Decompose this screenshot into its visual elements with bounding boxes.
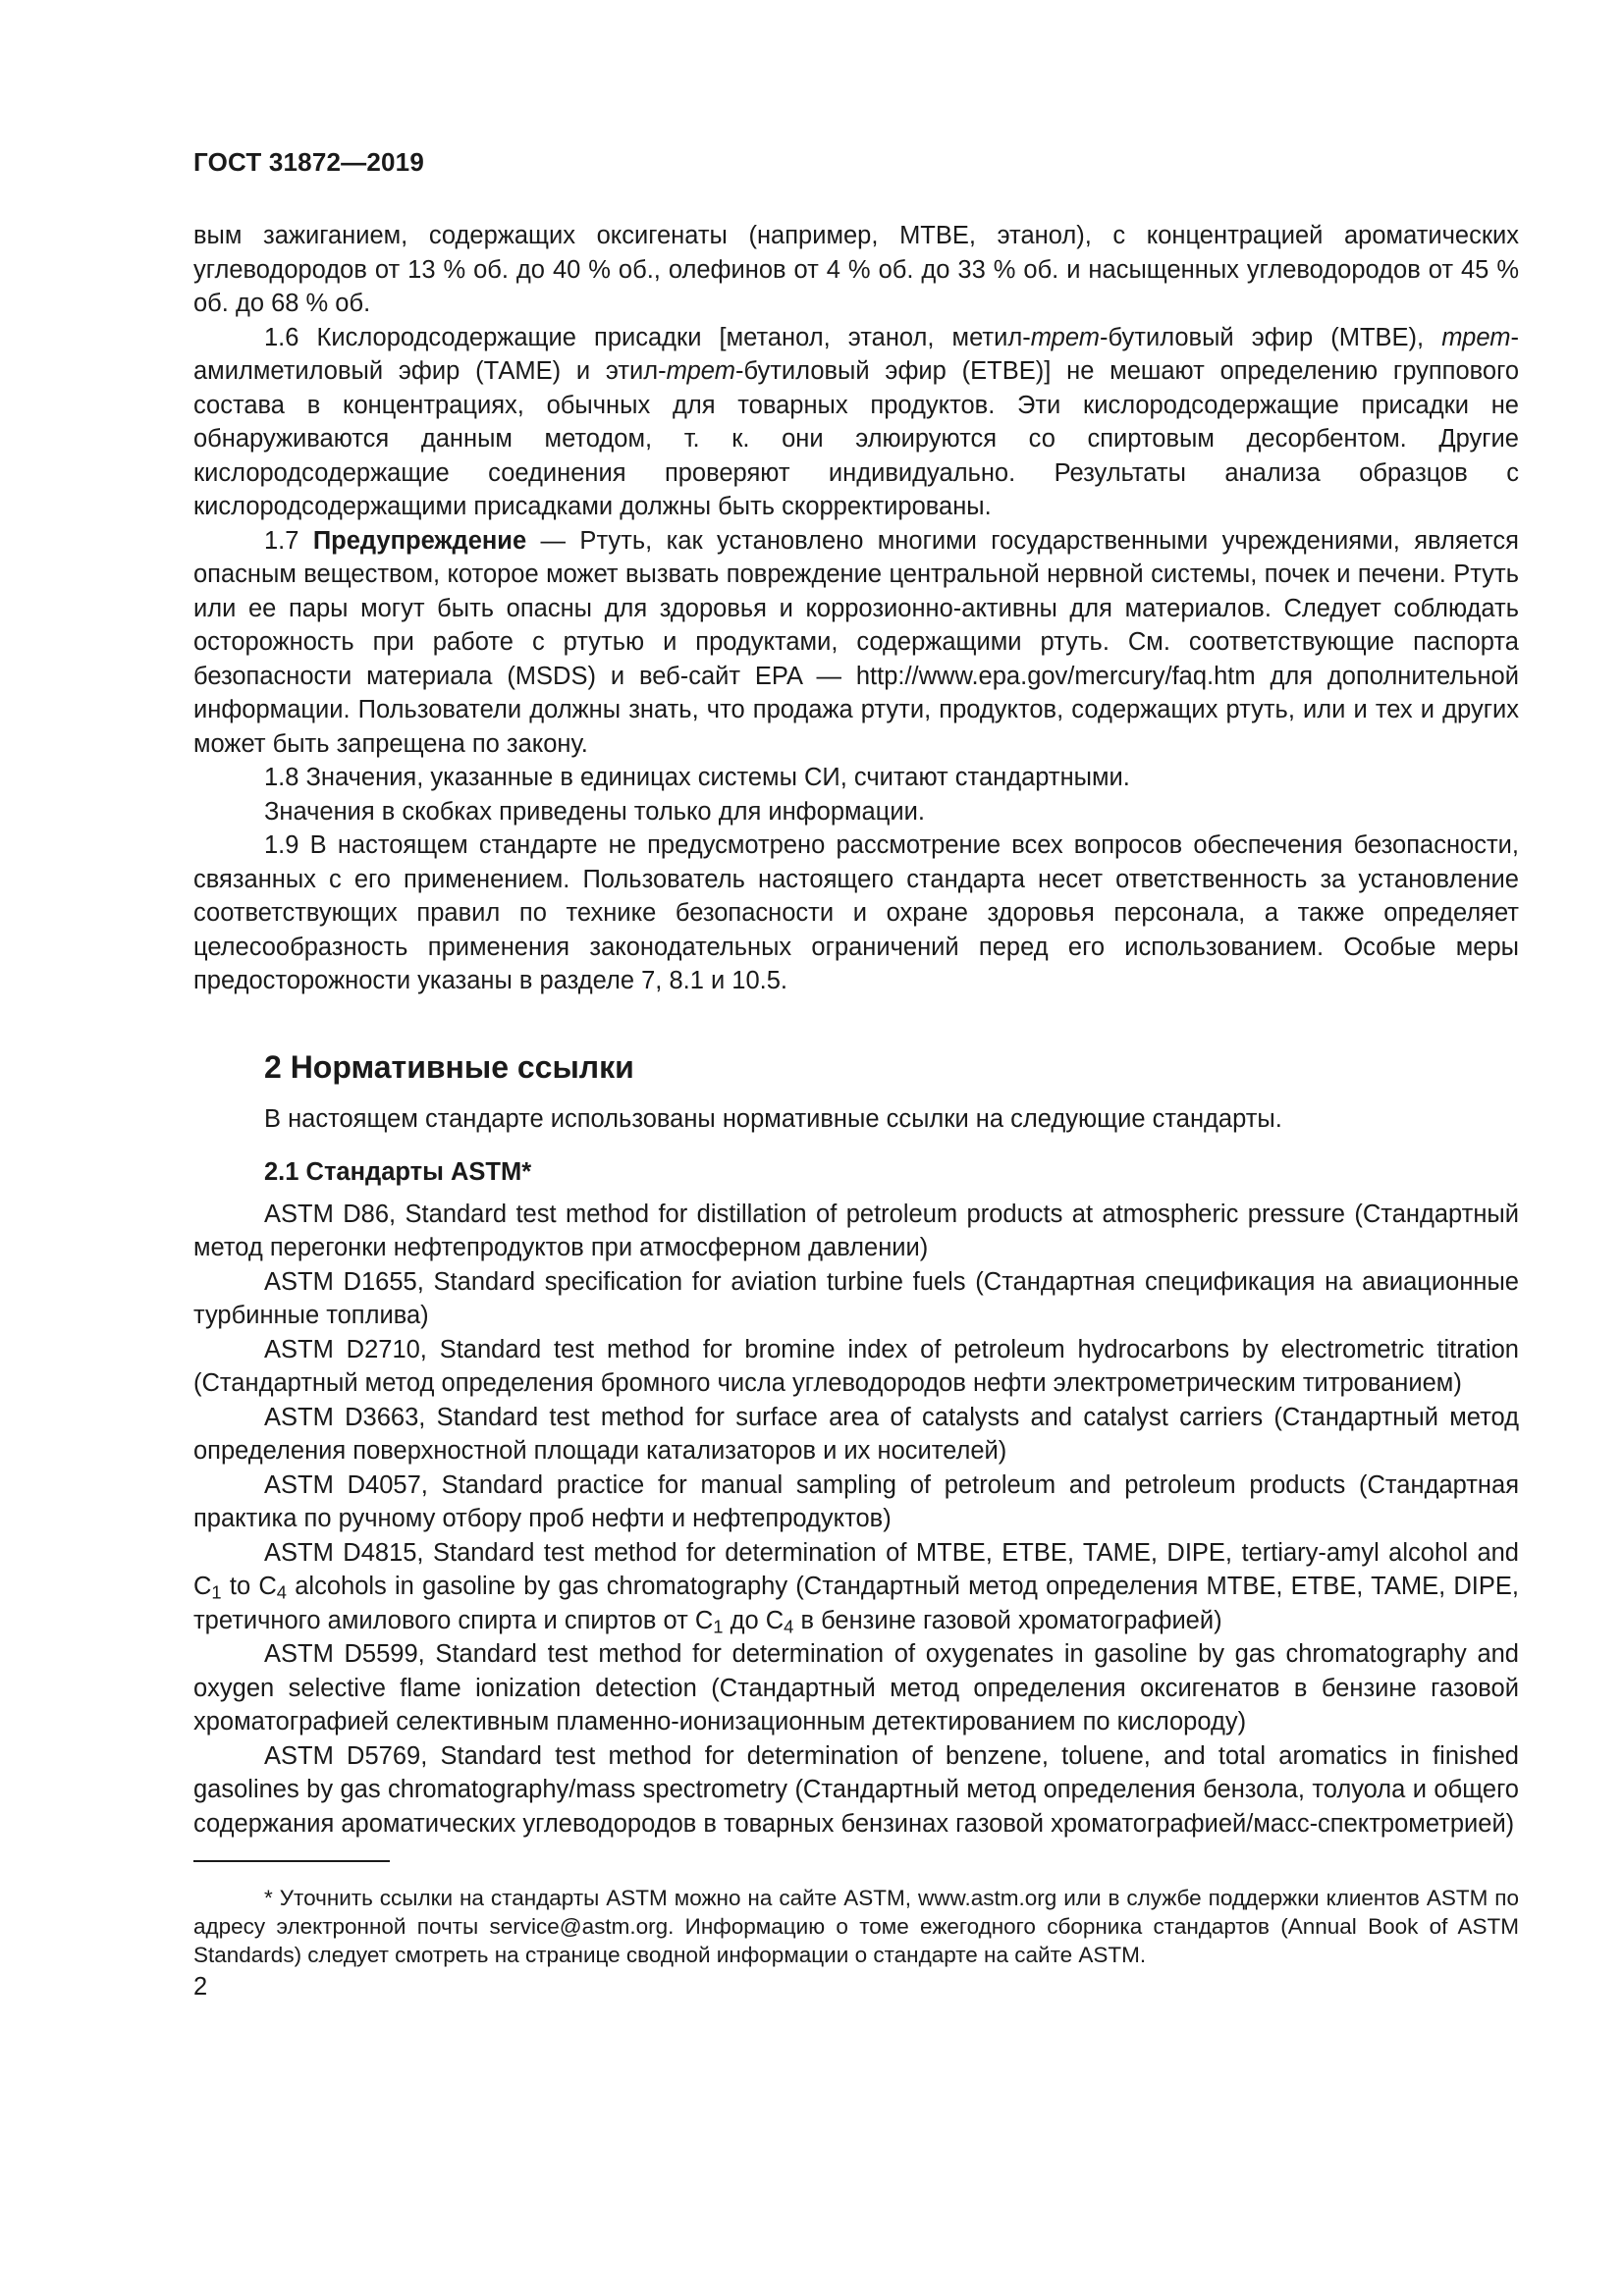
section-2-intro: В настоящем стандарте использованы нормативные ссылки на следующие стандарты. <box>264 1104 1282 1133</box>
paragraph-continuation: вым зажиганием, содержащих оксигенаты (например, МТВЕ, этанол), с концентрацией ароматических углеводородов от 13 % об. до 40 % об., олефинов от 4 % об. до 33 % об. и насыщенных углеводородов от 45 % об. до 68 % об. <box>193 222 1519 317</box>
reference-astm-d5769: ASTM D5769, Standard test method for determination of benzene, toluene, and total aromatics in finished gasolines by gas chromatography/mass spectrometry (Стандартный метод определения бензола, толуола и общего содержания ароматических углеводородов в товарных бензинах газовой хроматографией/масс-спектрометрией) <box>193 1741 1519 1838</box>
section-2-heading: 2 Нормативные ссылки <box>264 1048 634 1085</box>
reference-astm-d2710: ASTM D2710, Standard test method for bromine index of petroleum hydrocarbons by electrometric titration (Стандартный метод определения бромного числа углеводородов нефти электрометрическим титрованием) <box>193 1335 1519 1397</box>
document-code-header: ГОСТ 31872—2019 <box>193 147 424 177</box>
paragraph-1-6: 1.6 Кислородсодержащие присадки [метанол, этанол, метил-трет-бутиловый эфир (МТВЕ), трет-амилметиловый эфир (ТАМЕ) и этил-трет-бутиловый эфир (ЕТВЕ)] не мешают определению группового состава в концентрациях, обычных для товарных продуктов. Эти кислородсодержащие присадки не обнаруживаются данным методом, т. к. они элюируются со спиртовым десорбентом. Другие кислородсодержащие соединения проверяют индивидуально. Результаты анализа образцов с кислородсодержащими присадками должны быть скорректированы. <box>193 323 1520 520</box>
reference-astm-d1655: ASTM D1655, Standard specification for aviation turbine fuels (Стандартная спецификация на авиационные турбинные топлива) <box>193 1267 1519 1329</box>
document-page <box>193 147 1519 2002</box>
paragraph-1-8-note: Значения в скобках приведены только для информации. <box>264 797 925 826</box>
subsection-2-1-heading: 2.1 Стандарты ASTM* <box>264 1158 532 1186</box>
paragraph-1-8: 1.8 Значения, указанные в единицах системы СИ, считают стандартными. <box>264 764 1130 791</box>
paragraph-1-7-warning: 1.7 Предупреждение — Ртуть, как установлено многими государственными учреждениями, является опасным веществом, которое может вызвать повреждение центральной нервной системы, почек и печени. Ртуть или ее пары могут быть опасны для здоровья и коррозионно-активны для материалов. Следует соблюдать осторожность при работе с ртутью и продуктами, содержащими ртуть. См. соответствующие паспорта безопасности материала (MSDS) и веб-сайт EPA — http://www.epa.gov/mercury/faq.htm для дополнительной информации. Пользователи должны знать, что продажа ртути, продуктов, содержащих ртуть, или и тех и других может быть запрещена по закону. <box>193 526 1519 758</box>
reference-astm-d86: ASTM D86, Standard test method for distillation of petroleum products at atmospheric pressure (Стандартный метод перегонки нефтепродуктов при атмосферном давлении) <box>193 1200 1519 1261</box>
reference-astm-d5599: ASTM D5599, Standard test method for determination of oxygenates in gasoline by gas chromatography and oxygen selective flame ionization detection (Стандартный метод определения оксигенатов в бензине газовой хроматографией селективным пламенно-ионизационным детектированием по кислороду) <box>193 1640 1519 1735</box>
reference-astm-d3663: ASTM D3663, Standard test method for surface area of catalysts and catalyst carriers (Стандартный метод определения поверхностной площади катализаторов и их носителей) <box>193 1403 1519 1465</box>
footnote-divider <box>193 1860 390 1862</box>
reference-astm-d4815: ASTM D4815, Standard test method for determination of MTBE, ETBE, TAME, DIPE, tertiary-amyl alcohol and $C_1$ to $C_4$ alcohols in gasoline by gas chromatography (Стандартный метод определения МТВЕ, ETBE, TAME, DIPE, третичного амилового спирта и спиртов от $С_1$ до $С_4$ в бензине газовой хроматографией) <box>193 1538 1519 1637</box>
footnote-astm: * Уточнить ссылки на стандарты ASTM можно на сайте ASTM, www.astm.org или в службе поддержки клиентов ASTM по адресу электронной почты service@astm.org. Информацию о томе ежегодного сборника стандартов (Annual Book of ASTM Standards) следует смотреть на странице сводной информации о стандарте на сайте ASTM. <box>193 1886 1519 1967</box>
warning-label: Предупреждение <box>312 526 527 555</box>
page-number: 2 <box>193 1973 208 2001</box>
paragraph-1-9: 1.9 В настоящем стандарте не предусмотрено рассмотрение всех вопросов обеспечения безопасности, связанных с его применением. Пользователь настоящего стандарта несет ответственность за установление соответствующих правил по технике безопасности и охране здоровья персонала, а также определяет целесообразность применения законодательных ограничений перед его использованием. Особые меры предосторожности указаны в разделе 7, 8.1 и 10.5. <box>193 831 1519 994</box>
reference-astm-d4057: ASTM D4057, Standard practice for manual sampling of petroleum and petroleum products (Стандартная практика по ручному отбору проб нефти и нефтепродуктов) <box>193 1470 1519 1532</box>
